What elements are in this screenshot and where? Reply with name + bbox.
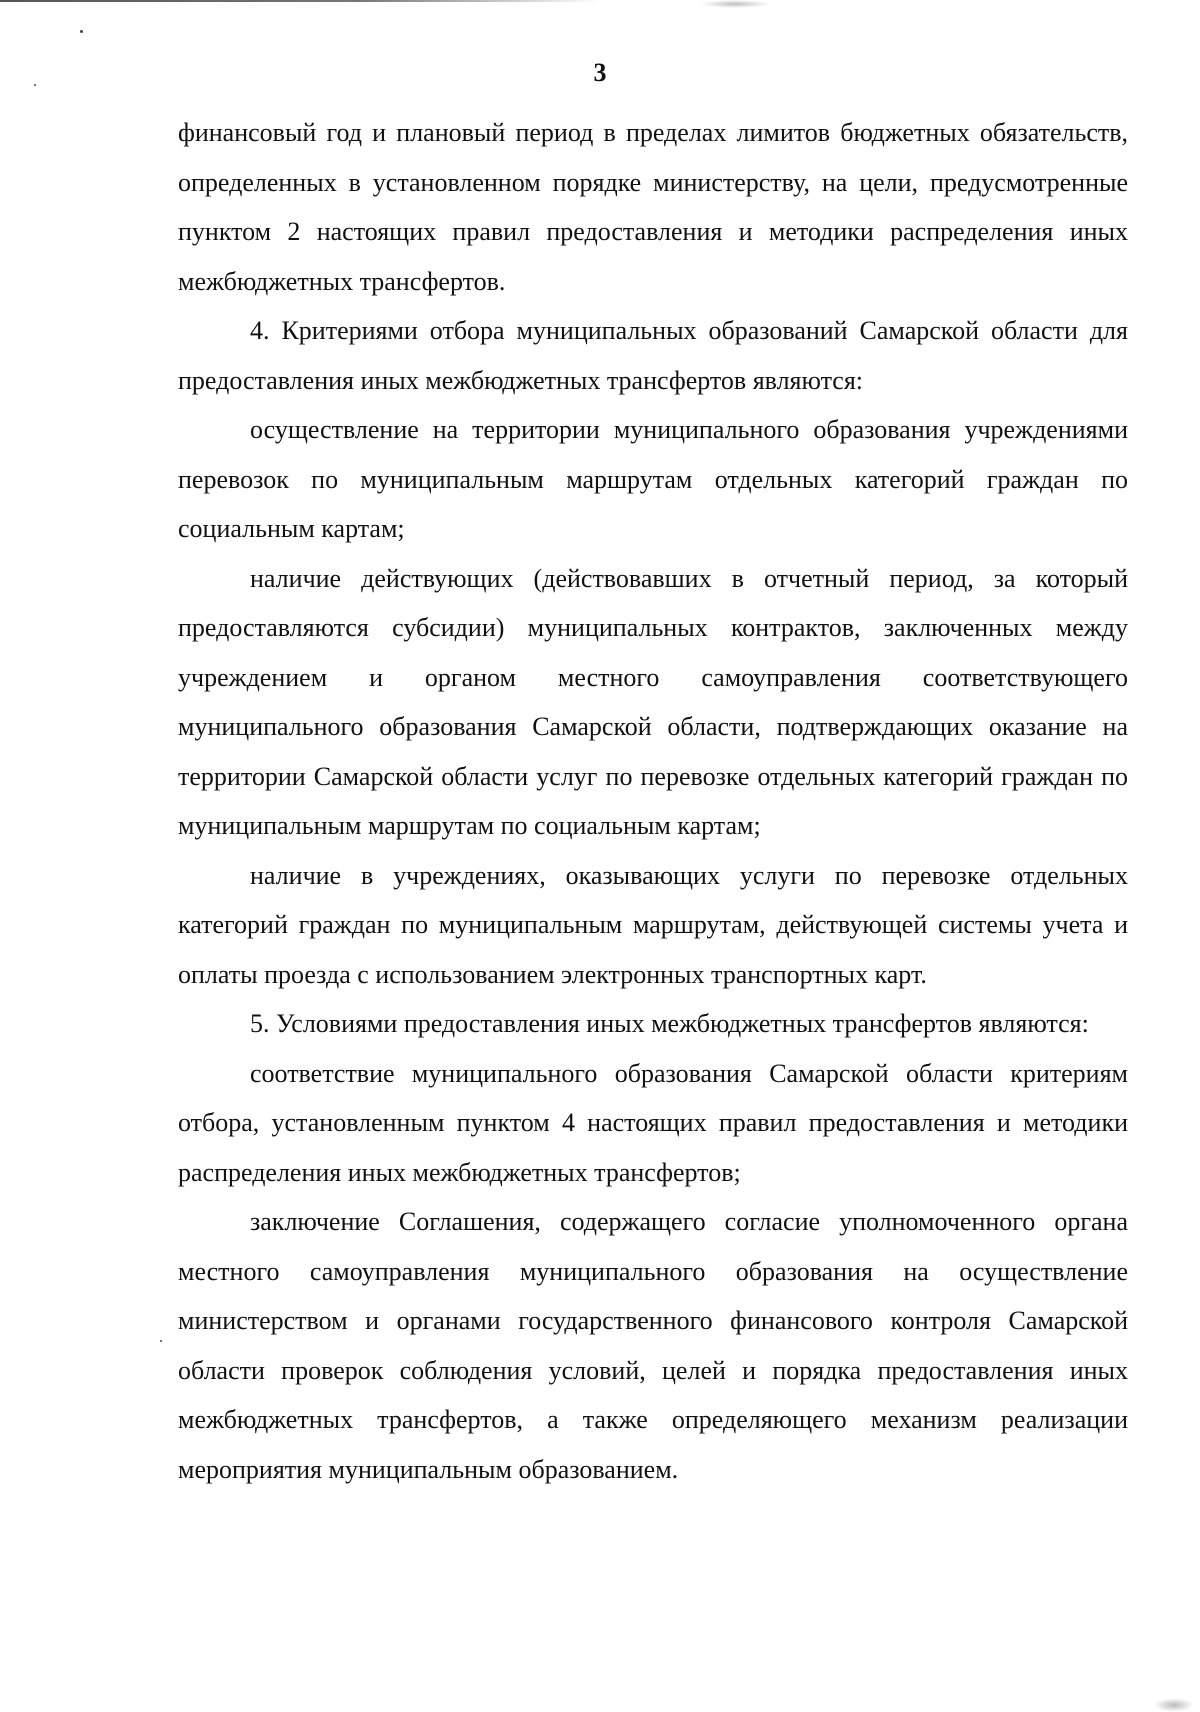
- page-number: 3: [593, 58, 607, 87]
- scan-corner-smudge: [1154, 1698, 1194, 1712]
- paragraph-item-5: 5. Условиями предоставления иных межбюджетных трансфертов являются:: [250, 1009, 1089, 1038]
- scan-speck: [160, 1340, 162, 1342]
- paragraph-continuation: финансовый год и плановый период в пределах лимитов бюджетных обязательств, определенных в установленном порядке министерству, на цели, предусмотренные пунктом 2 настоящих правил предоставления и методики распределения иных межбюджетных трансфертов.: [178, 118, 1128, 296]
- paragraph-condition-2: заключение Соглашения, содержащего согласие уполномоченного органа местного самоуправления муниципального образования на осуществление министерством и органами государственного финансового контроля Самарской области проверок соблюдения условий, целей и порядка предоставления иных межбюджетных трансфертов, а также определяющего механизм реализации мероприятия муниципальным образованием.: [178, 1207, 1128, 1484]
- paragraph-criterion-2: наличие действующих (действовавших в отчетный период, за который предоставляются субсидии) муниципальных контрактов, заключенных между учреждением и органом местного самоуправления соответствующего муниципального образования Самарской области, подтверждающих оказание на территории Самарской области услуг по перевозке отдельных категорий граждан по муниципальным маршрутам по социальным картам;: [178, 563, 1128, 840]
- paragraph-item-4: 4. Критериями отбора муниципальных образований Самарской области для предоставления иных межбюджетных трансфертов являются:: [178, 316, 1128, 395]
- document-body: [178, 108, 1128, 1494]
- paragraph-criterion-3: наличие в учреждениях, оказывающих услуги по перевозке отдельных категорий граждан по муниципальным маршрутам, действующей системы учета и оплаты проезда с использованием электронных транспортных карт.: [178, 860, 1128, 989]
- scan-edge-line: [0, 0, 600, 2]
- paragraph-condition-1: соответствие муниципального образования Самарской области критериям отбора, установленным пунктом 4 настоящих правил предоставления и методики распределения иных межбюджетных трансфертов;: [178, 1058, 1128, 1187]
- scan-smudge: [700, 0, 770, 8]
- scan-speck: [80, 30, 83, 33]
- paragraph-criterion-1: осуществление на территории муниципального образования учреждениями перевозок по муниципальным маршрутам отдельных категорий граждан по социальным картам;: [178, 415, 1128, 543]
